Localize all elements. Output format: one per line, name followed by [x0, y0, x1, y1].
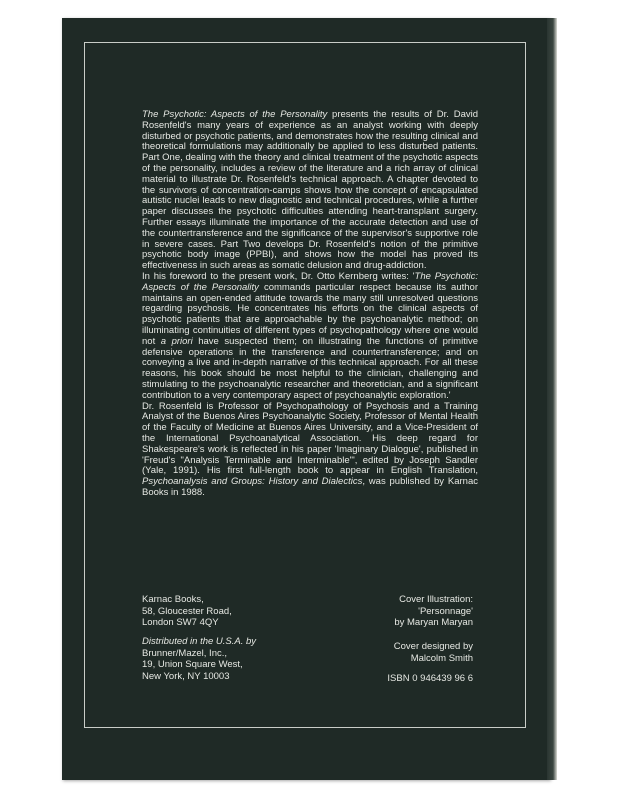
cover-edge: [547, 18, 557, 780]
publisher-address: Karnac Books, 58, Gloucester Road, London SW7 4QY: [142, 594, 232, 628]
isbn: ISBN 0 946439 96 6: [387, 673, 473, 684]
blurb-paragraph-1: The Psychotic: Aspects of the Personality presents the results of Dr. David Rosenfeld's many years of experience as an analyst working with deeply disturbed or psychotic patients, and demonstrates how the resulting clinical and theoretical formulations may additionally be applied to less disturbed patients. Part One, dealing with the theory and clinical treatment of the psychotic aspects of the personality, includes a review of the literature and a rich array of clinical material to illustrate Dr. Rosenfeld's technical approach. A chapter devoted to the survivors of concentration-camps shows how the concept of encapsulated autistic nuclei leads to new diagnostic and technical procedures, while a further paper discusses the psychotic difficulties attending heart-transplant surgery. Further essays illuminate the importance of the accurate detection and use of the countertransference and the significance of the supervisor's supportive role in severe cases. Part Two develops Dr. Rosenfeld's notion of the primitive psychotic body image (PPBI), and shows how the model has proved its effectiveness in such areas as somatic delusion and drug-addiction.: [142, 109, 478, 272]
cover-design-credit: Cover designed by Malcolm Smith: [393, 641, 473, 664]
book-title: The Psychotic: Aspects of the Personality: [142, 270, 478, 293]
previous-book-title: Psychoanalysis and Groups: History and Dialectics: [142, 476, 363, 488]
distributor-address: Distributed in the U.S.A. by Brunner/Mazel, Inc., 19, Union Square West, New York, NY 10003: [142, 636, 257, 682]
blurb-paragraph-2: In his foreword to the present work, Dr. Otto Kernberg writes: 'The Psychotic: Aspects of the Personality commands particular respect because its author maintains an open-ended attitude towards the many still unresolved questions regarding psychosis. He concentrates his efforts on the clinical aspects of psychotic patients that are approachable by the psychoanalytic method; on illuminating continuities of different types of psychopathology where one would not a priori have suspected them; on illustrating the functions of primitive defensive operations in the transference and countertransference; and on conveying a live and in-depth narrative of this technical approach. For all these reasons, his book should be most helpful to the clinician, challenging and stimulating to the psychoanalytic researcher and theoretician, and a significant contribution to a very contemporary aspect of psychoanalytic exploration.': [142, 270, 478, 401]
cover-illustration-credit: Cover Illustration: 'Personnage' by Maryan Maryan: [394, 594, 473, 628]
book-title: The Psychotic: Aspects of the Personality: [142, 109, 328, 120]
author-bio: Dr. Rosenfeld is Professor of Psychopathology of Psychosis and a Training Analyst of the Buenos Aires Psychoanalytic Society, Professor of Mental Health of the Faculty of Medicine at Buenos Aires University, and a Vice-President of the International Psychoanalytical Association. His deep regard for Shakespeare's work is reflected in his paper 'Imaginary Dialogue', published in 'Freud's "Analysis Terminable and Interminable"', edited by Joseph Sandler (Yale, 1991). His first full-length book to appear in English Translation, Psychoanalysis and Groups: History and Dialectics, was published by Karnac Books in 1988.: [142, 400, 478, 498]
blurb-text: [142, 110, 478, 499]
